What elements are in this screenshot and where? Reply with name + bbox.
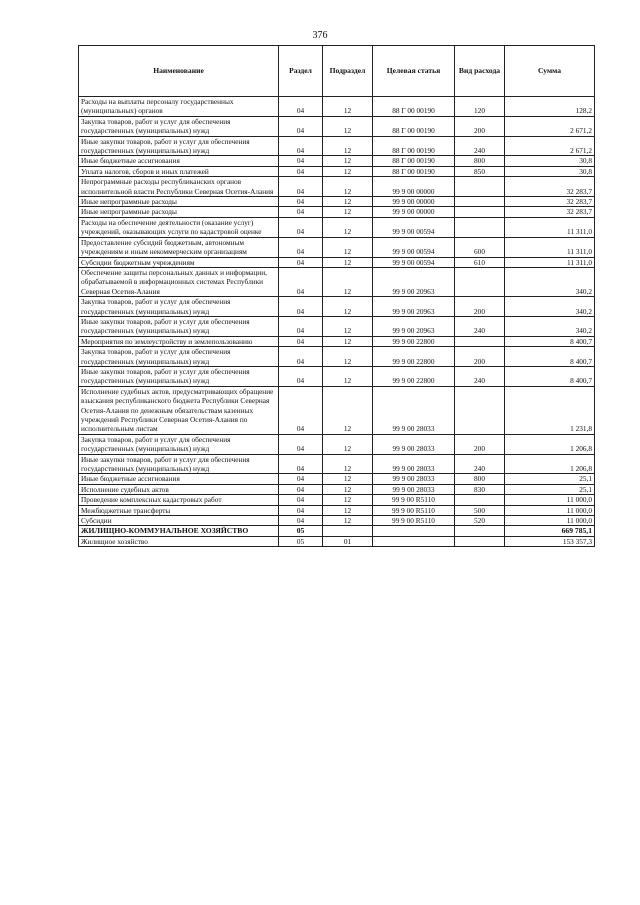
cell-target [373,536,455,546]
cell-name: Жилищное хозяйство [79,536,279,546]
cell-subsection: 12 [323,386,373,434]
table-row [79,495,595,505]
cell-sum: 11 311,0 [505,237,595,257]
table-header-row [79,46,595,97]
cell-type: 500 [455,505,505,515]
cell-target: 88 Г 00 00190 [373,136,455,156]
table-body [79,97,595,547]
cell-section: 04 [279,97,323,117]
cell-type: 520 [455,516,505,526]
cell-subsection: 12 [323,156,373,166]
cell-section: 04 [279,434,323,454]
cell-sum: 32 283,7 [505,207,595,217]
cell-name: Иные закупки товаров, работ и услуг для обеспечения государственных (муниципальных) нужд [79,136,279,156]
cell-section: 04 [279,116,323,136]
cell-subsection: 12 [323,347,373,367]
page-number: 376 [312,30,328,41]
cell-sum: 8 400,7 [505,347,595,367]
cell-target: 99 9 00 20963 [373,267,455,296]
cell-subsection: 12 [323,136,373,156]
cell-target: 99 9 00 R5110 [373,505,455,515]
cell-subsection: 12 [323,217,373,237]
cell-sum: 1 231,8 [505,386,595,434]
cell-name: Исполнение судебных актов, предусматривающих обращение взыскания республиканского бюджета Республики Северная Осетия-Алания по денежным обязательствам казенных учреждений Республики Северная Осетия-Алания по исполнительным листам [79,386,279,434]
cell-target: 88 Г 00 00190 [373,166,455,176]
header-name: Наименование [79,46,279,97]
table-row [79,336,595,346]
cell-target: 88 Г 00 00190 [373,156,455,166]
cell-section: 04 [279,136,323,156]
cell-subsection: 12 [323,516,373,526]
table-row [79,116,595,136]
cell-subsection: 12 [323,366,373,386]
cell-subsection: 12 [323,257,373,267]
table-row [79,97,595,117]
cell-name: Межбюджетные трансферты [79,505,279,515]
cell-target: 99 9 00 28033 [373,386,455,434]
cell-subsection: 12 [323,97,373,117]
cell-section: 04 [279,267,323,296]
cell-subsection: 12 [323,484,373,494]
cell-section: 04 [279,237,323,257]
cell-type: 240 [455,366,505,386]
cell-section: 05 [279,526,323,536]
cell-sum: 340,2 [505,316,595,336]
cell-name: Закупка товаров, работ и услуг для обеспечения государственных (муниципальных) нужд [79,434,279,454]
cell-type: 830 [455,484,505,494]
header-subsection: Подраздел [323,46,373,97]
cell-type: 240 [455,136,505,156]
cell-sum: 32 283,7 [505,177,595,197]
cell-target: 99 9 00 R5110 [373,516,455,526]
table-row [79,536,595,546]
cell-name: Исполнение судебных актов [79,484,279,494]
cell-target: 99 9 00 00594 [373,257,455,267]
cell-name: Иные закупки товаров, работ и услуг для обеспечения государственных (муниципальных) нужд [79,454,279,474]
cell-name: Закупка товаров, работ и услуг для обеспечения государственных (муниципальных) нужд [79,116,279,136]
cell-subsection: 12 [323,316,373,336]
table-row [79,177,595,197]
cell-section: 04 [279,366,323,386]
cell-name: Иные непрограммные расходы [79,197,279,207]
cell-section: 04 [279,177,323,197]
cell-sum: 2 671,2 [505,136,595,156]
cell-type [455,386,505,434]
table-row [79,237,595,257]
cell-type [455,177,505,197]
table-row [79,474,595,484]
cell-subsection: 12 [323,177,373,197]
cell-section: 04 [279,316,323,336]
table-row [79,257,595,267]
cell-target: 99 9 00 00000 [373,197,455,207]
cell-sum: 32 283,7 [505,197,595,207]
cell-type: 120 [455,97,505,117]
cell-sum: 128,2 [505,97,595,117]
header-target: Целевая статья [373,46,455,97]
cell-subsection: 12 [323,474,373,484]
cell-sum: 340,2 [505,297,595,317]
cell-type: 240 [455,316,505,336]
cell-sum: 340,2 [505,267,595,296]
cell-name: Непрограммные расходы республиканских органов исполнительной власти Республики Северная Осетия-Алания [79,177,279,197]
cell-section: 04 [279,516,323,526]
cell-name: Проведение комплексных кадастровых работ [79,495,279,505]
table-row [79,166,595,176]
cell-subsection: 12 [323,116,373,136]
cell-type: 200 [455,116,505,136]
cell-subsection: 12 [323,197,373,207]
cell-type: 240 [455,454,505,474]
cell-name: Закупка товаров, работ и услуг для обеспечения государственных (муниципальных) нужд [79,347,279,367]
table-row [79,366,595,386]
cell-target: 99 9 00 22800 [373,347,455,367]
cell-name: Обеспечение защиты персональных данных и информации, обрабатываемой в информационных системах Республики Северная Осетия-Алания [79,267,279,296]
cell-sum: 8 400,7 [505,336,595,346]
cell-subsection: 12 [323,505,373,515]
cell-target: 99 9 00 22800 [373,336,455,346]
table-row [79,347,595,367]
cell-subsection [323,526,373,536]
cell-type: 200 [455,434,505,454]
cell-section: 04 [279,484,323,494]
cell-type: 800 [455,474,505,484]
cell-name: Уплата налогов, сборов и иных платежей [79,166,279,176]
cell-sum: 153 357,3 [505,536,595,546]
cell-section: 04 [279,505,323,515]
cell-subsection: 12 [323,267,373,296]
cell-sum: 669 785,1 [505,526,595,536]
cell-target: 99 9 00 00594 [373,237,455,257]
table-row [79,207,595,217]
table-row [79,316,595,336]
cell-section: 04 [279,156,323,166]
cell-sum: 2 671,2 [505,116,595,136]
cell-subsection: 12 [323,434,373,454]
cell-type: 200 [455,347,505,367]
cell-name: Иные закупки товаров, работ и услуг для обеспечения государственных (муниципальных) нужд [79,316,279,336]
table-row [79,197,595,207]
table-row [79,505,595,515]
cell-name: Субсидии [79,516,279,526]
cell-name: Расходы на выплаты персоналу государственных (муниципальных) органов [79,97,279,117]
cell-subsection: 12 [323,166,373,176]
cell-type [455,267,505,296]
table-row [79,386,595,434]
table-row [79,454,595,474]
cell-target [373,526,455,536]
cell-sum: 11 000,0 [505,505,595,515]
header-section: Раздел [279,46,323,97]
cell-sum: 11 000,0 [505,495,595,505]
cell-name: Иные непрограммные расходы [79,207,279,217]
cell-section: 04 [279,336,323,346]
cell-sum: 11 000,0 [505,516,595,526]
cell-sum: 1 206,8 [505,454,595,474]
cell-section: 04 [279,474,323,484]
table-row [79,297,595,317]
cell-subsection: 12 [323,207,373,217]
cell-name: Иные бюджетные ассигнования [79,474,279,484]
budget-table [78,45,595,547]
cell-subsection: 12 [323,454,373,474]
cell-sum: 30,8 [505,156,595,166]
cell-type [455,526,505,536]
cell-target: 99 9 00 20963 [373,316,455,336]
cell-sum: 11 311,0 [505,257,595,267]
table-row [79,136,595,156]
cell-name: ЖИЛИЩНО-КОММУНАЛЬНОЕ ХОЗЯЙСТВО [79,526,279,536]
cell-type [455,217,505,237]
cell-type: 200 [455,297,505,317]
cell-sum: 11 311,0 [505,217,595,237]
cell-type: 850 [455,166,505,176]
cell-name: Иные закупки товаров, работ и услуг для обеспечения государственных (муниципальных) нужд [79,366,279,386]
cell-type: 610 [455,257,505,267]
cell-name: Субсидии бюджетным учреждениям [79,257,279,267]
cell-target: 99 9 00 28033 [373,454,455,474]
cell-target: 99 9 00 00594 [373,217,455,237]
header-sum: Сумма [505,46,595,97]
cell-target: 99 9 00 28033 [373,484,455,494]
cell-target: 99 9 00 00000 [373,177,455,197]
cell-subsection: 12 [323,495,373,505]
cell-type: 800 [455,156,505,166]
cell-name: Мероприятия по землеустройству и землепользованию [79,336,279,346]
table-row [79,434,595,454]
cell-type: 600 [455,237,505,257]
cell-subsection: 12 [323,336,373,346]
table-row [79,156,595,166]
cell-section: 04 [279,297,323,317]
cell-type [455,495,505,505]
cell-sum: 30,8 [505,166,595,176]
cell-section: 04 [279,386,323,434]
cell-section: 04 [279,454,323,474]
cell-name: Иные бюджетные ассигнования [79,156,279,166]
cell-sum: 1 206,8 [505,434,595,454]
cell-sum: 25,1 [505,474,595,484]
cell-type [455,536,505,546]
cell-type [455,197,505,207]
cell-section: 04 [279,495,323,505]
cell-section: 04 [279,257,323,267]
cell-sum: 8 400,7 [505,366,595,386]
cell-section: 04 [279,166,323,176]
cell-name: Закупка товаров, работ и услуг для обеспечения государственных (муниципальных) нужд [79,297,279,317]
cell-target: 88 Г 00 00190 [373,97,455,117]
cell-target: 99 9 00 28033 [373,434,455,454]
cell-name: Предоставление субсидий бюджетным, автономным учреждениям и иным некоммерческим организациям [79,237,279,257]
cell-type [455,207,505,217]
cell-section: 04 [279,197,323,207]
header-type: Вид расхода [455,46,505,97]
cell-subsection: 01 [323,536,373,546]
cell-target: 99 9 00 R5110 [373,495,455,505]
table-row [79,217,595,237]
cell-subsection: 12 [323,297,373,317]
cell-section: 04 [279,217,323,237]
cell-section: 04 [279,347,323,367]
cell-target: 99 9 00 28033 [373,474,455,484]
cell-target: 99 9 00 00000 [373,207,455,217]
cell-subsection: 12 [323,237,373,257]
cell-sum: 25,1 [505,484,595,494]
cell-type [455,336,505,346]
table-row [79,267,595,296]
cell-section: 05 [279,536,323,546]
cell-target: 99 9 00 22800 [373,366,455,386]
cell-section: 04 [279,207,323,217]
table-row [79,526,595,536]
cell-target: 99 9 00 20963 [373,297,455,317]
cell-target: 88 Г 00 00190 [373,116,455,136]
cell-name: Расходы на обеспечение деятельности (оказание услуг) учреждений, оказывающих услуги по кадастровой оценке [79,217,279,237]
table-row [79,484,595,494]
table-row [79,516,595,526]
